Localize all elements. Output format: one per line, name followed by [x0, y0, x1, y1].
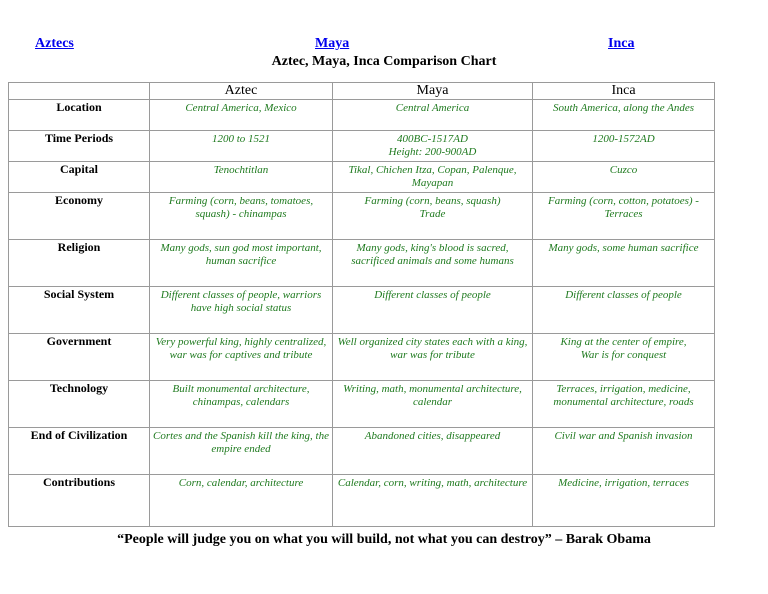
row-label: Religion: [9, 240, 150, 287]
link-maya[interactable]: Maya: [315, 36, 350, 51]
cell-text: Very powerful king, highly centralized, war was for captives and tribute: [155, 336, 327, 361]
cell-text: South America, along the Andes: [552, 102, 695, 114]
cell-text: Cortes and the Spanish kill the king, the empire ended: [153, 430, 329, 455]
row-label: Capital: [9, 162, 150, 193]
cell-text: Farming (corn, beans, tomatoes, squash) - chinampas: [168, 195, 314, 220]
cell-maya: [333, 334, 533, 381]
row-label: Technology: [9, 381, 150, 428]
cell-text: Well organized city states each with a king, war was for tribute: [337, 336, 528, 361]
cell-inca: [533, 240, 715, 287]
cell-maya: [333, 193, 533, 240]
row-label: Location: [9, 100, 150, 131]
cell-text: Terraces, irrigation, medicine, monumental architecture, roads: [553, 383, 694, 408]
cell-text: Central America, Mexico: [185, 102, 297, 114]
nav-links: [0, 36, 768, 54]
cell-maya: [333, 100, 533, 131]
cell-text: Tikal, Chichen Itza, Copan, Palenque, Mayapan: [348, 164, 517, 189]
link-inca[interactable]: Inca: [608, 36, 635, 51]
cell-inca: [533, 428, 715, 475]
row-label: Social System: [9, 287, 150, 334]
cell-text: 1200 to 1521: [211, 133, 271, 145]
table-header-row: [9, 83, 715, 100]
link-aztecs[interactable]: Aztecs: [35, 36, 74, 51]
cell-text: Cuzco: [609, 164, 638, 176]
comparison-table: [8, 82, 715, 527]
cell-maya: [333, 240, 533, 287]
cell-maya: [333, 162, 533, 193]
cell-aztec: [150, 240, 333, 287]
cell-aztec: [150, 100, 333, 131]
cell-aztec: [150, 428, 333, 475]
cell-text: Different classes of people: [374, 289, 491, 301]
row-label: Time Periods: [9, 131, 150, 162]
cell-text: Built monumental architecture, chinampas, calendars: [172, 383, 310, 408]
cell-inca: [533, 193, 715, 240]
header-maya: Maya: [333, 83, 533, 100]
cell-aztec: [150, 193, 333, 240]
header-inca: Inca: [533, 83, 715, 100]
cell-maya: [333, 131, 533, 162]
table-row: [9, 193, 715, 240]
cell-aztec: [150, 162, 333, 193]
cell-text: Medicine, irrigation, terraces: [558, 477, 689, 489]
cell-text: King at the center of empire, War is for conquest: [560, 336, 687, 361]
cell-inca: [533, 287, 715, 334]
cell-text: Calendar, corn, writing, math, architecture: [337, 477, 528, 489]
cell-aztec: [150, 131, 333, 162]
cell-text: Civil war and Spanish invasion: [554, 430, 693, 442]
cell-text: Many gods, some human sacrifice: [548, 242, 699, 254]
row-label: Contributions: [9, 475, 150, 527]
table-row: [9, 240, 715, 287]
table-row: [9, 100, 715, 131]
cell-maya: [333, 287, 533, 334]
cell-text: Many gods, king's blood is sacred, sacrificed animals and some humans: [351, 242, 514, 267]
cell-inca: [533, 475, 715, 527]
row-label: End of Civilization: [9, 428, 150, 475]
header-aztec: Aztec: [150, 83, 333, 100]
cell-aztec: [150, 287, 333, 334]
table-row: [9, 381, 715, 428]
cell-text: Writing, math, monumental architecture, calendar: [343, 383, 522, 408]
cell-text: Central America: [395, 102, 470, 114]
row-label: Government: [9, 334, 150, 381]
cell-text: Farming (corn, beans, squash) Trade: [364, 195, 501, 220]
cell-inca: [533, 334, 715, 381]
cell-inca: [533, 100, 715, 131]
page-title: Aztec, Maya, Inca Comparison Chart: [271, 54, 497, 69]
cell-text: Farming (corn, cotton, potatoes) - Terraces: [548, 195, 699, 220]
cell-text: Tenochtitlan: [213, 164, 269, 176]
cell-inca: [533, 131, 715, 162]
table-row: [9, 131, 715, 162]
cell-maya: [333, 428, 533, 475]
table-row: [9, 475, 715, 527]
cell-text: Different classes of people: [565, 289, 682, 301]
cell-maya: [333, 475, 533, 527]
table-row: [9, 428, 715, 475]
cell-inca: [533, 381, 715, 428]
table-row: [9, 287, 715, 334]
table-row: [9, 334, 715, 381]
quote: “People will judge you on what you will build, not what you can destroy” – Barak Obama: [117, 532, 651, 547]
cell-text: Many gods, sun god most important, human sacrifice: [160, 242, 322, 267]
cell-text: 1200-1572AD: [592, 133, 655, 145]
cell-aztec: [150, 334, 333, 381]
header-blank: [9, 83, 150, 100]
table-row: [9, 162, 715, 193]
cell-text: Abandoned cities, disappeared: [364, 430, 501, 442]
cell-text: 400BC-1517AD Height: 200-900AD: [388, 133, 477, 158]
cell-text: Different classes of people, warriors have high social status: [160, 289, 322, 314]
cell-inca: [533, 162, 715, 193]
cell-aztec: [150, 381, 333, 428]
cell-maya: [333, 381, 533, 428]
row-label: Economy: [9, 193, 150, 240]
cell-aztec: [150, 475, 333, 527]
cell-text: Corn, calendar, architecture: [178, 477, 304, 489]
